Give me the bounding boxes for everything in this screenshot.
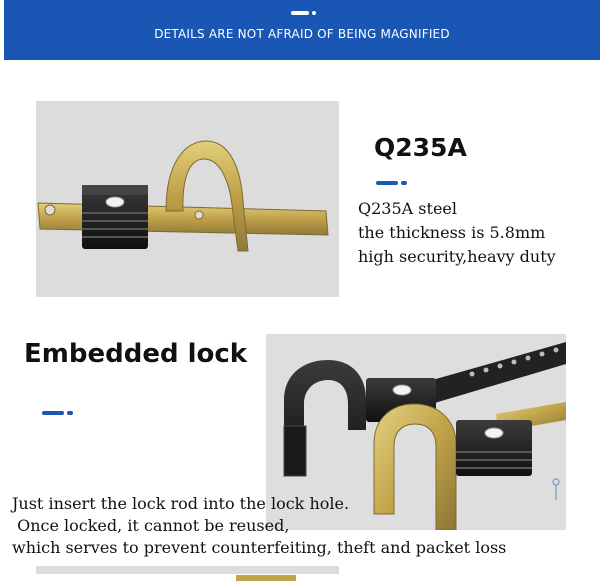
banner-title: DETAILS ARE NOT AFRAID OF BEING MAGNIFIED — [154, 27, 450, 41]
top-banner — [4, 0, 600, 60]
section-heading-embedded-lock: Embedded lock — [24, 339, 248, 369]
next-photo-edge — [36, 573, 339, 581]
material-line-1: Q235A steel — [358, 199, 457, 218]
dash-dot-accent-icon — [376, 181, 408, 185]
dash-dot-accent-icon-2 — [42, 411, 74, 415]
material-line-3: high security,heavy duty — [358, 247, 556, 266]
dot-divider-icon — [291, 11, 319, 15]
product-photo-bracket — [36, 101, 339, 297]
product-photo-next — [36, 566, 339, 574]
material-line-2: the thickness is 5.8mm — [358, 223, 546, 242]
lock-description-line-2: Once locked, it cannot be reused, — [12, 516, 290, 535]
lock-description-line-3: which serves to prevent counterfeiting, theft and packet loss — [12, 538, 507, 557]
section-heading-material: Q235A — [374, 133, 467, 162]
bracket-seal-illustration — [36, 101, 339, 297]
lock-description-line-1: Just insert the lock rod into the lock hole. — [12, 494, 350, 513]
